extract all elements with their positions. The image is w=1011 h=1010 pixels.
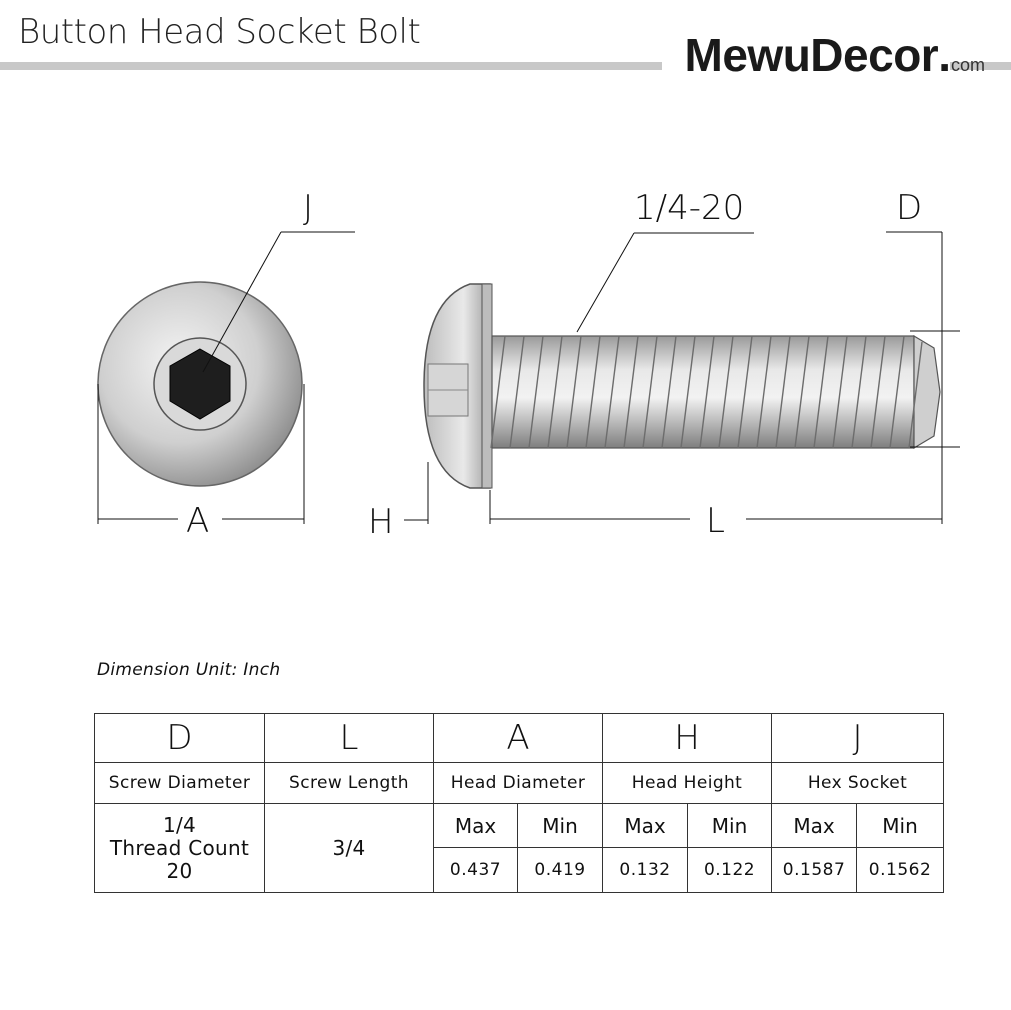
threaded-shank (491, 336, 940, 448)
j-min-value: 0.1562 (857, 848, 944, 893)
symbol-cell: A (434, 714, 603, 763)
spec-table (94, 713, 944, 893)
name-cell: Screw Length (265, 763, 434, 804)
h-max-header: Max (603, 804, 688, 848)
head-side-view (424, 284, 492, 488)
a-min-header: Min (518, 804, 603, 848)
a-max-header: Max (434, 804, 518, 848)
head-end-view (98, 282, 302, 486)
l-value-cell: 3/4 (265, 804, 434, 893)
symbol-cell: J (772, 714, 944, 763)
d-value-line1: 1/4 (162, 812, 197, 837)
name-cell: Screw Diameter (95, 763, 265, 804)
name-cell: Head Height (603, 763, 772, 804)
label-d: D (896, 188, 923, 228)
unit-note: Dimension Unit: Inch (97, 660, 281, 680)
a-max-value: 0.437 (434, 848, 518, 893)
j-max-header: Max (772, 804, 857, 848)
symbol-row (95, 714, 944, 763)
label-a: A (186, 501, 210, 541)
d-value-cell (95, 804, 265, 893)
h-max-value: 0.132 (603, 848, 688, 893)
name-row (95, 763, 944, 804)
h-min-value: 0.122 (688, 848, 772, 893)
a-min-value: 0.419 (518, 848, 603, 893)
d-value-line2: Thread Count 20 (109, 835, 250, 883)
h-min-header: Min (688, 804, 772, 848)
page-title: Button Head Socket Bolt (18, 12, 421, 52)
label-l: L (706, 501, 725, 541)
j-max-value: 0.1587 (772, 848, 857, 893)
label-j: J (303, 188, 314, 228)
symbol-cell: H (603, 714, 772, 763)
symbol-cell: L (265, 714, 434, 763)
label-h: H (368, 502, 394, 542)
brand-dot: . (938, 29, 951, 81)
j-min-header: Min (857, 804, 944, 848)
maxmin-row (95, 804, 944, 848)
name-cell: Head Diameter (434, 763, 603, 804)
label-thread: 1/4-20 (634, 188, 745, 228)
name-cell: Hex Socket (772, 763, 944, 804)
brand-name: MewuDecor (684, 29, 939, 81)
symbol-cell: D (95, 714, 265, 763)
brand-tld: com (950, 55, 985, 75)
